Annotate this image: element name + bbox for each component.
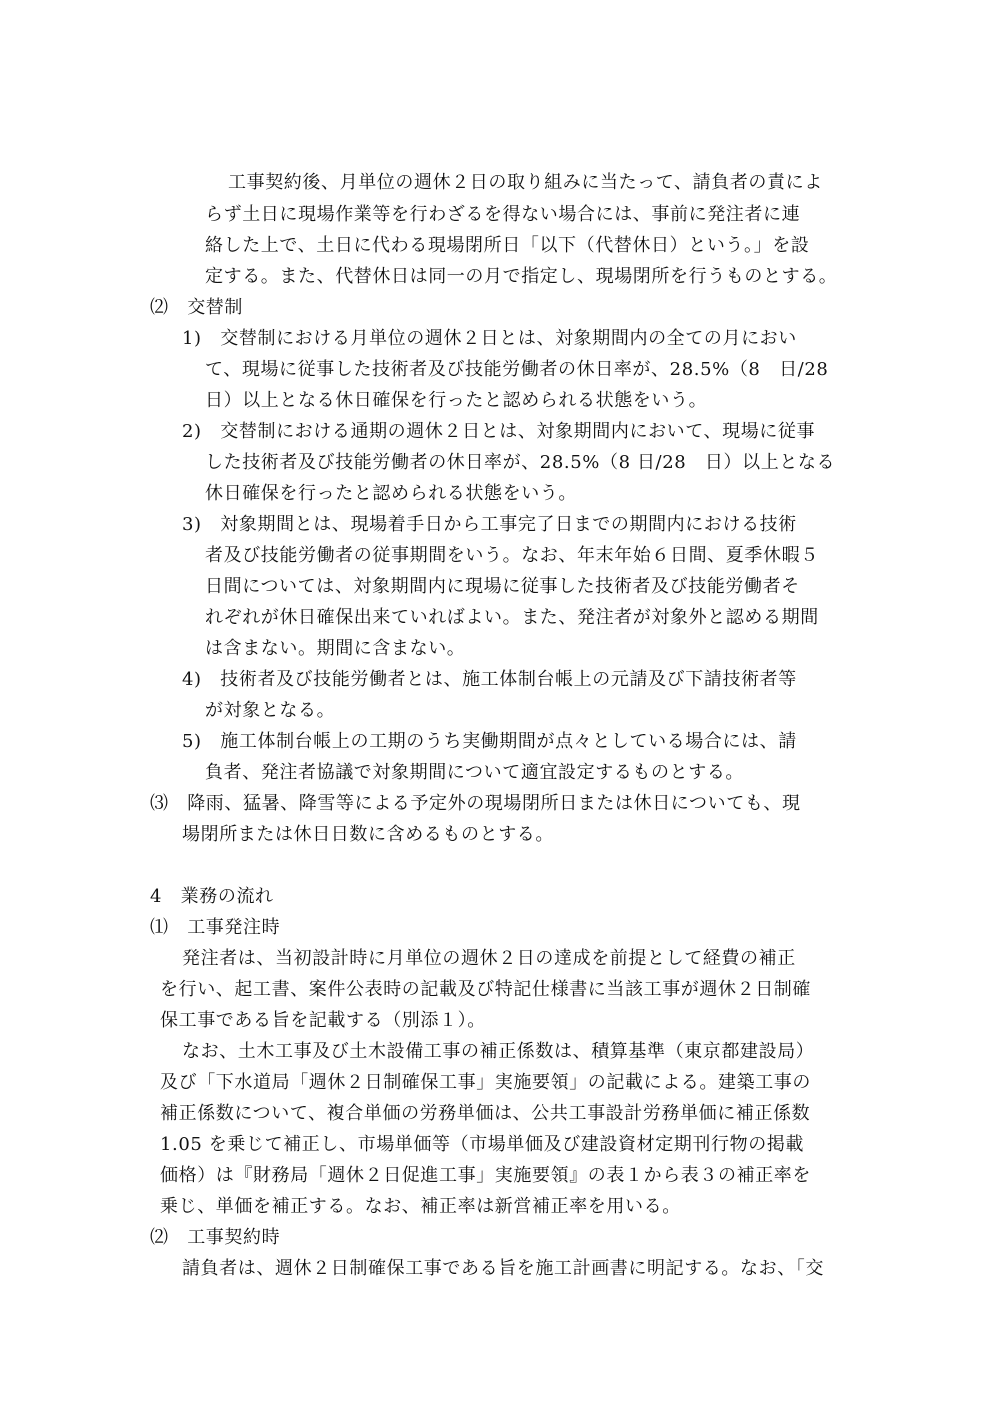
text-line: 定する。また、代替休日は同一の月で指定し、現場閉所を行うものとする。 [205,266,838,287]
list-item: 5) 施工体制台帳上の工期のうち実働期間が点々としている場合には、請 [182,731,797,752]
text-line: らず土日に現場作業等を行わざるを得ない場合には、事前に発注者に連 [205,204,801,225]
text-line: は含まない。期間に含まない。 [205,638,466,659]
text-line: 価格）は『財務局「週休２日促進工事」実施要領』の表１から表３の補正率を [160,1165,811,1186]
text-line: 工事契約後、月単位の週休２日の取り組みに当たって、請負者の責によ [228,172,823,193]
text-line: 場閉所または休日日数に含めるものとする。 [182,824,554,845]
text-line: 絡した上で、土日に代わる現場閉所日「以下（代替休日）という。」を設 [205,235,810,256]
text-line: れぞれが休日確保出来ていればよい。また、発注者が対象外と認める期間 [205,607,819,628]
section-heading: ⑵ 交替制 [150,297,243,318]
list-item: 3) 対象期間とは、現場着手日から工事完了日までの期間内における技術 [182,514,797,535]
subsection-heading: ⑴ 工事発注時 [150,917,281,938]
text-line: 補正係数について、複合単価の労務単価は、公共工事設計労務単価に補正係数 [160,1103,811,1124]
text-line: した技術者及び技能労働者の休日率が、28.5%（8 日/28 日）以上となる [205,452,836,473]
text-line: 及び「下水道局「週休２日制確保工事」実施要領」の記載による。建築工事の [160,1072,811,1093]
list-item: 1) 交替制における月単位の週休２日とは、対象期間内の全ての月におい [182,328,797,349]
text-line: 保工事である旨を記載する（別添１）。 [160,1010,486,1031]
text-line: が対象となる。 [205,700,336,721]
list-item: 4) 技術者及び技能労働者とは、施工体制台帳上の元請及び下請技術者等 [182,669,797,690]
text-line: 者及び技能労働者の従事期間をいう。なお、年末年始６日間、夏季休暇５ [205,545,819,566]
section-heading: 4 業務の流れ [150,886,274,907]
text-line: を行い、起工書、案件公表時の記載及び特記仕様書に当該工事が週休２日制確 [160,979,811,1000]
text-line: 乗じ、単価を補正する。なお、補正率は新営補正率を用いる。 [160,1196,681,1217]
list-item: 2) 交替制における通期の週休２日とは、対象期間内において、現場に従事 [182,421,816,442]
subsection-heading: ⑵ 工事契約時 [150,1227,281,1248]
text-line: 1.05 を乗じて補正し、市場単価等（市場単価及び建設資材定期刊行物の掲載 [160,1134,804,1155]
list-item: ⑶ 降雨、猛暑、降雪等による予定外の現場閉所日または休日についても、現 [150,793,801,814]
text-line: て、現場に従事した技術者及び技能労働者の休日率が、28.5%（8 日/28 [205,359,829,380]
text-line: 日）以上となる休日確保を行ったと認められる状態をいう。 [205,390,708,411]
text-line: 発注者は、当初設計時に月単位の週休２日の達成を前提として経費の補正 [182,948,796,969]
text-line: 日間については、対象期間内に現場に従事した技術者及び技能労働者そ [205,576,800,597]
text-line: 請負者は、週休２日制確保工事である旨を施工計画書に明記する。なお、「交 [182,1258,824,1279]
text-line: 負者、発注者協議で対象期間について適宜設定するものとする。 [205,762,745,783]
text-line: 休日確保を行ったと認められる状態をいう。 [205,483,577,504]
text-line: なお、土木工事及び土木設備工事の補正係数は、積算基準（東京都建設局） [182,1041,815,1062]
